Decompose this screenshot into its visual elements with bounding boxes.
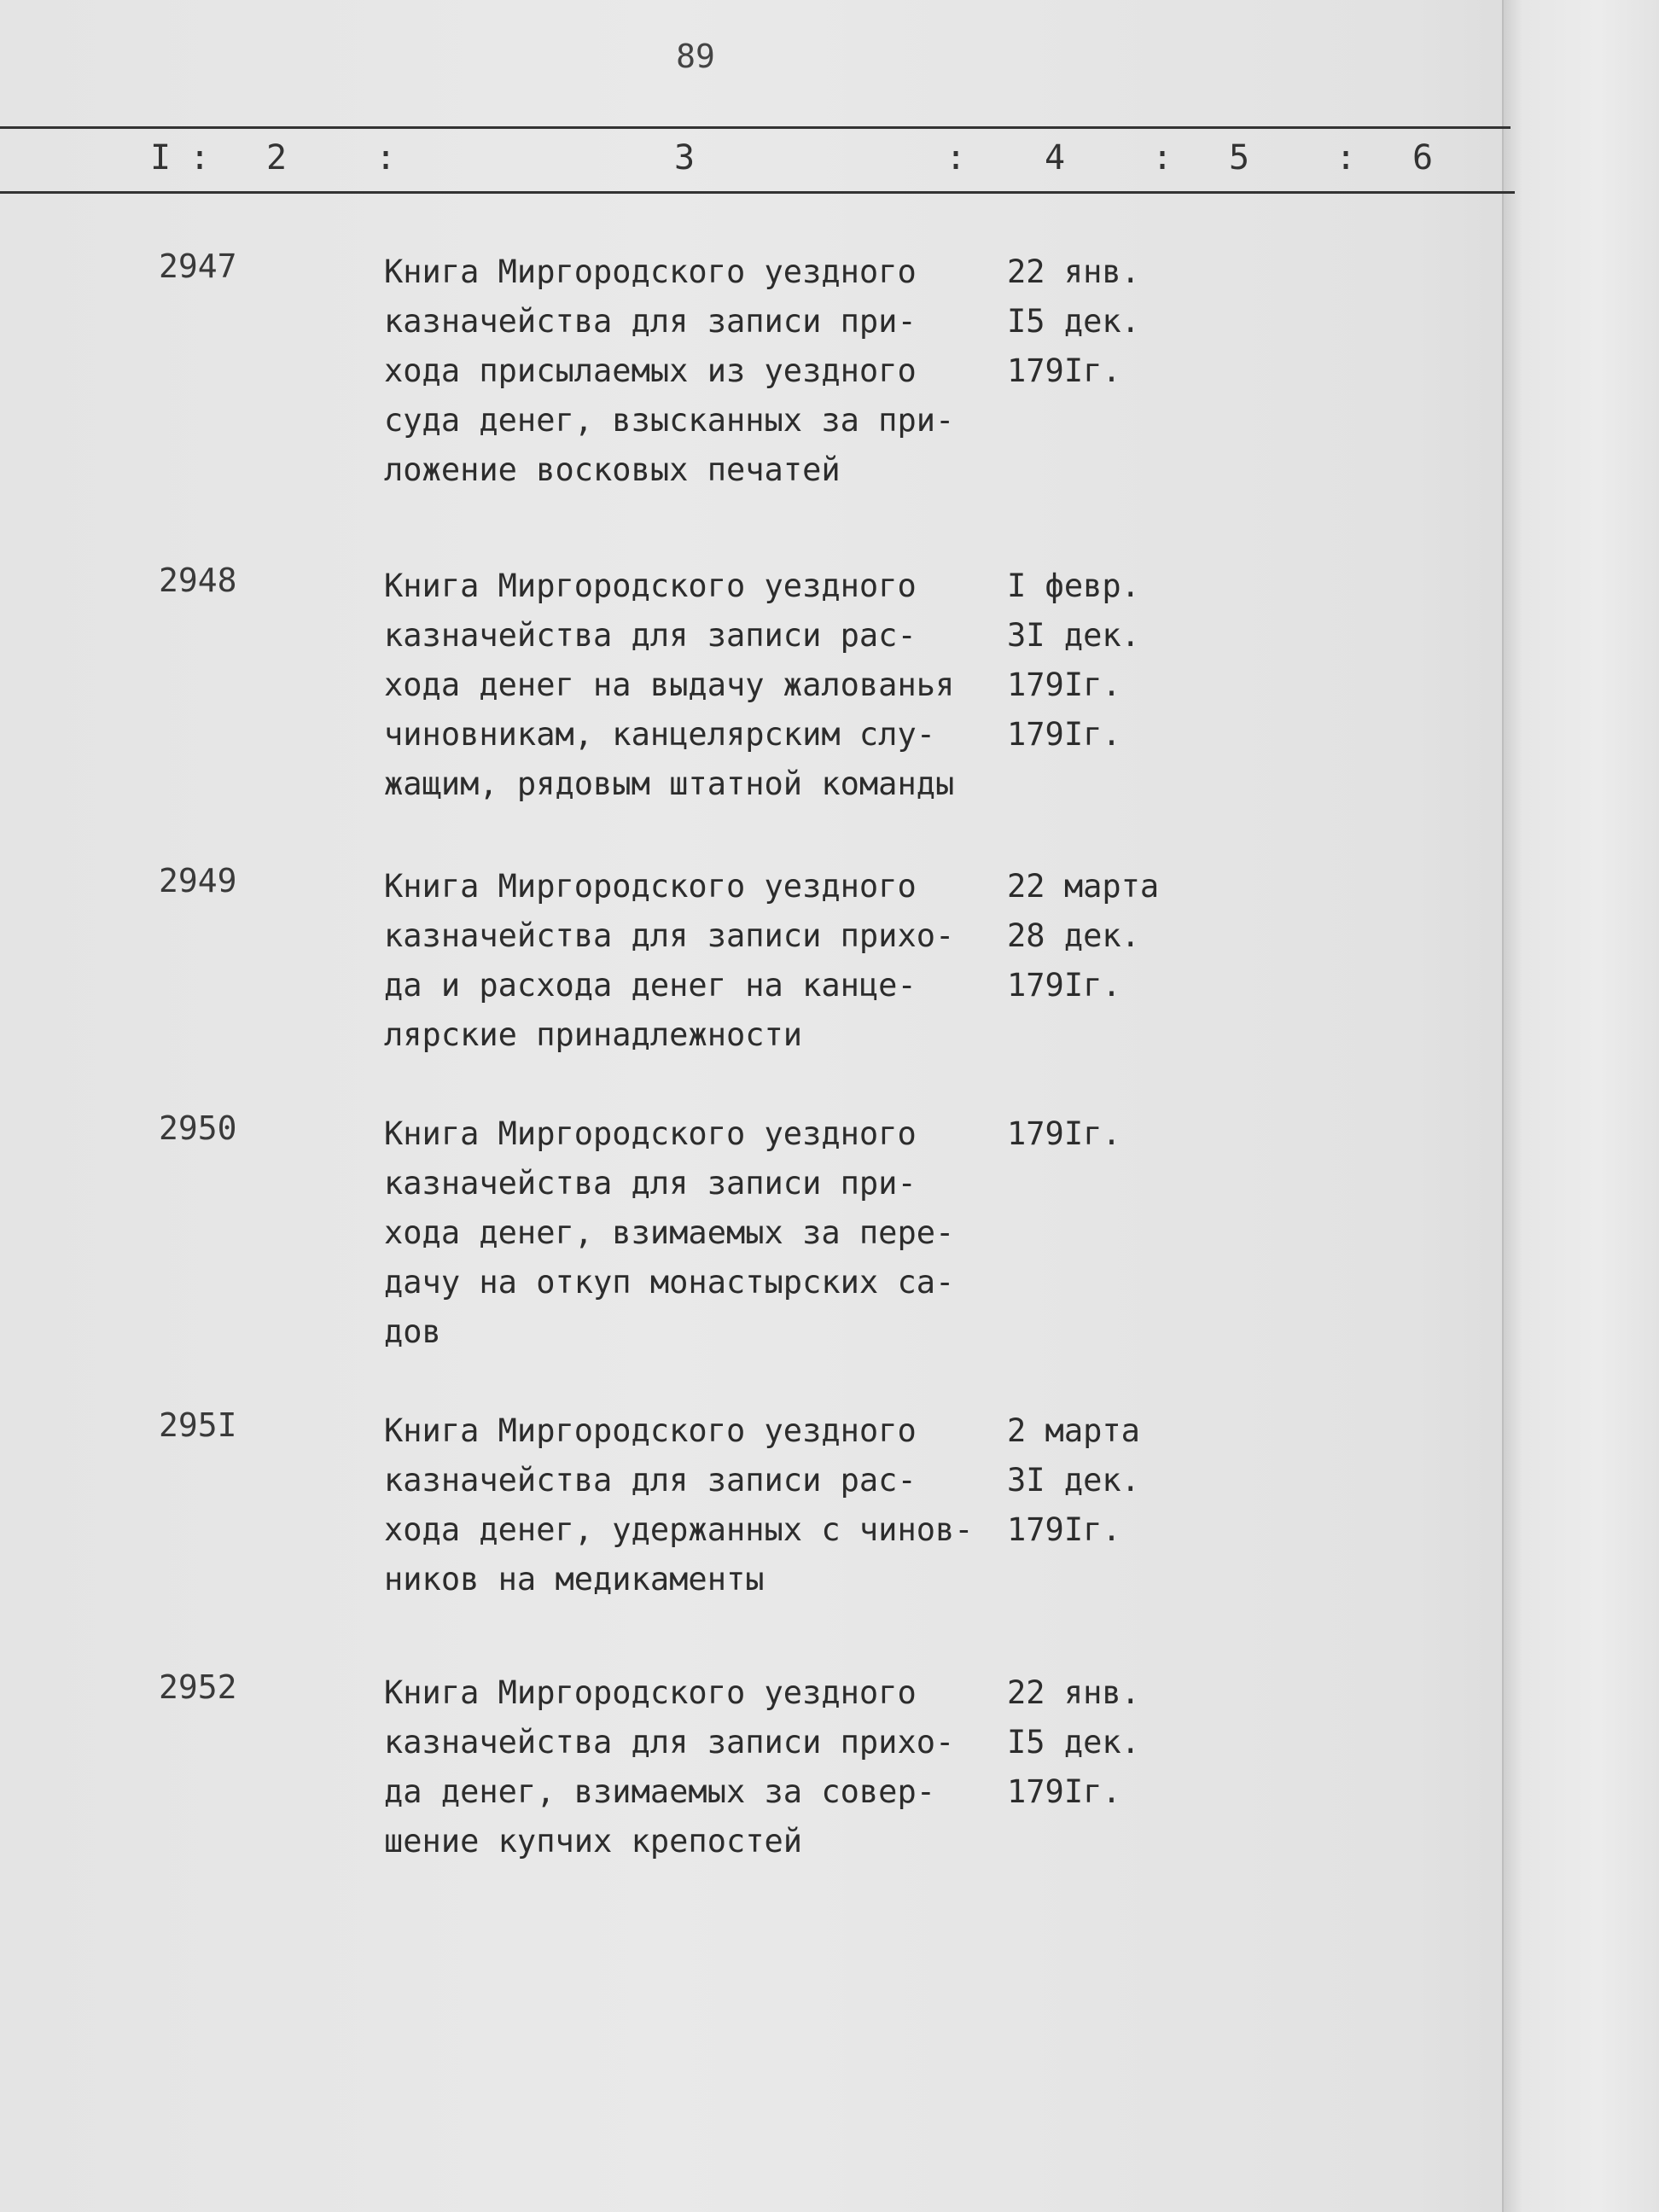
description-line: казначейства для записи рас- (384, 617, 917, 654)
entry-description (384, 1109, 1016, 1357)
column-header-5: 5 (1229, 138, 1250, 178)
date-line: 28 дек. (1007, 917, 1140, 954)
entry-dates (1007, 247, 1195, 396)
column-header-1: I (150, 138, 172, 178)
description-line: казначейства для записи рас- (384, 1462, 917, 1499)
entry-description (384, 1406, 1016, 1604)
header-rule-bottom (0, 191, 1515, 194)
description-line: шение купчих крепостей (384, 1823, 803, 1860)
date-line: 179Iг. (1007, 1773, 1121, 1810)
column-header-3: 3 (674, 138, 696, 178)
page-number: 89 (676, 38, 715, 75)
entry-dates (1007, 1406, 1195, 1555)
entry-number: 2947 (159, 247, 237, 285)
entry-dates (1007, 562, 1195, 760)
description-line: казначейства для записи прихо- (384, 917, 955, 954)
date-line: 179Iг. (1007, 716, 1121, 753)
description-line: Книга Миргородского уездного (384, 253, 917, 290)
column-separator: : (189, 138, 211, 178)
entry-dates (1007, 1668, 1195, 1817)
date-line: 179Iг. (1007, 967, 1121, 1004)
date-line: 179Iг. (1007, 667, 1121, 703)
description-line: дов (384, 1313, 441, 1350)
column-separator: : (1152, 138, 1173, 178)
entry-number: 2948 (159, 562, 237, 599)
date-line: I февр. (1007, 568, 1140, 604)
description-line: ложение восковых печатей (384, 451, 841, 488)
entry-number: 295I (159, 1406, 237, 1444)
entry-description (384, 247, 1016, 495)
entry-dates (1007, 862, 1195, 1010)
entry-number: 2952 (159, 1668, 237, 1706)
description-line: Книга Миргородского уездного (384, 1674, 917, 1711)
entry-number: 2950 (159, 1109, 237, 1147)
description-line: жащим, рядовым штатной команды (384, 765, 955, 802)
header-rule-top (0, 126, 1511, 129)
entry-description (384, 862, 1016, 1060)
date-line: 2 марта (1007, 1412, 1140, 1449)
description-line: казначейства для записи при- (384, 1165, 917, 1202)
description-line: да и расхода денег на канце- (384, 967, 917, 1004)
date-line: I5 дек. (1007, 1724, 1140, 1761)
date-line: 179Iг. (1007, 1115, 1121, 1152)
date-line: 22 янв. (1007, 253, 1140, 290)
column-separator: : (946, 138, 967, 178)
date-line: 179Iг. (1007, 352, 1121, 389)
description-line: казначейства для записи прихо- (384, 1724, 955, 1761)
description-line: хода денег, взимаемых за пере- (384, 1214, 955, 1251)
description-line: Книга Миргородского уездного (384, 1115, 917, 1152)
description-line: да денег, взимаемых за совер- (384, 1773, 936, 1810)
description-line: Книга Миргородского уездного (384, 868, 917, 905)
column-separator: : (375, 138, 397, 178)
date-line: 179Iг. (1007, 1511, 1121, 1548)
description-line: хода денег на выдачу жалованья (384, 667, 955, 703)
entry-description (384, 1668, 1016, 1866)
column-separator: : (1336, 138, 1357, 178)
description-line: Книга Миргородского уездного (384, 1412, 917, 1449)
entry-dates (1007, 1109, 1195, 1159)
date-line: 3I дек. (1007, 617, 1140, 654)
description-line: хода присылаемых из уездного (384, 352, 917, 389)
description-line: хода денег, удержанных с чинов- (384, 1511, 974, 1548)
description-line: чиновникам, канцелярским слу- (384, 716, 936, 753)
description-line: Книга Миргородского уездного (384, 568, 917, 604)
column-header-2: 2 (266, 138, 288, 178)
description-line: лярские принадлежности (384, 1016, 803, 1053)
entry-description (384, 562, 1016, 809)
description-line: ников на медикаменты (384, 1561, 765, 1598)
description-line: суда денег, взысканных за при- (384, 402, 955, 439)
column-header-4: 4 (1045, 138, 1066, 178)
page-edge-shadow (1502, 0, 1659, 2212)
date-line: I5 дек. (1007, 303, 1140, 340)
column-header-6: 6 (1412, 138, 1434, 178)
description-line: казначейства для записи при- (384, 303, 917, 340)
entry-number: 2949 (159, 862, 237, 899)
date-line: 3I дек. (1007, 1462, 1140, 1499)
date-line: 22 марта (1007, 868, 1160, 905)
description-line: дачу на откуп монастырских са- (384, 1264, 955, 1301)
date-line: 22 янв. (1007, 1674, 1140, 1711)
